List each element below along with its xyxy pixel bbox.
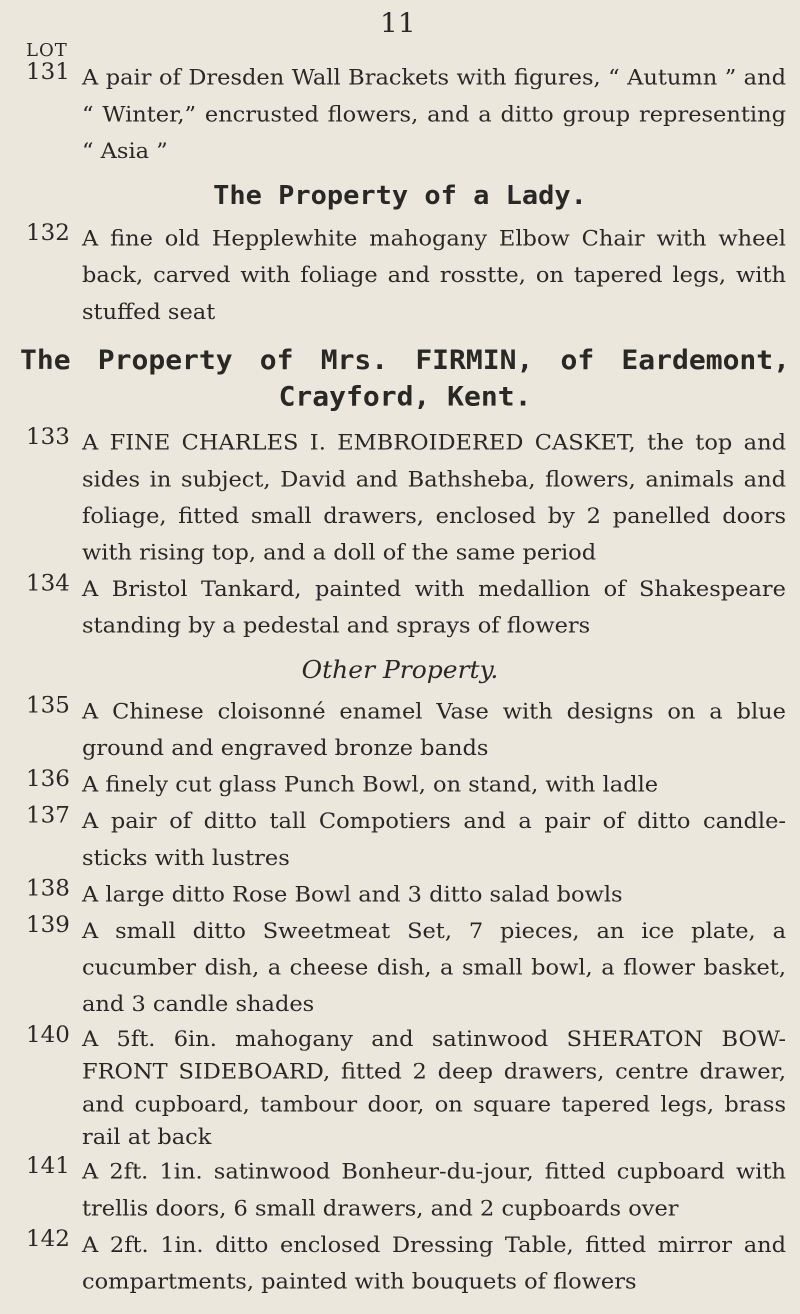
lot-entry-131 bbox=[26, 60, 786, 170]
lot-number: 142 bbox=[26, 1226, 70, 1252]
page-number: 11 bbox=[380, 7, 416, 40]
lot-description: A pair of ditto tall Compotiers and a pair of ditto candle-sticks with lustres bbox=[82, 808, 786, 871]
lot-description: A FINE CHARLES I. EMBROIDERED CASKET, the top and sides in subject, David and Bathsheba, flowers, animals and foliage, fitted small drawers, enclosed by 2 panelled doors with rising top, and a doll of the same period bbox=[82, 430, 786, 566]
lot-description: A Chinese cloisonné enamel Vase with designs on a blue ground and engraved bronze bands bbox=[82, 699, 786, 761]
lot-description: A 5ft. 6in. mahogany and satinwood SHERATON BOW-FRONT SIDEBOARD, fitted 2 deep drawers, centre drawer, and cupboard, tambour door, on square tapered legs, brass rail at back bbox=[82, 1026, 786, 1150]
lot-description: A 2ft. 1in. satinwood Bonheur-du-jour, fitted cupboard with trellis doors, 6 small drawers, and 2 cupboards over bbox=[82, 1159, 786, 1222]
lot-description: A Bristol Tankard, painted with medallion of Shakespeare standing by a pedestal and sprays of flowers bbox=[82, 576, 786, 639]
lot-entry-133 bbox=[26, 425, 786, 571]
section-heading-lady: The Property of a Lady. bbox=[213, 181, 587, 211]
lot-entry-134 bbox=[26, 571, 786, 644]
section-heading-firmin: The Property of Mrs. FIRMIN, of Eardemont, Crayford, Kent. bbox=[20, 343, 790, 413]
lot-number: 135 bbox=[26, 693, 70, 719]
lot-entry-140 bbox=[26, 1023, 786, 1154]
lot-number: 140 bbox=[26, 1022, 70, 1048]
lot-number: 131 bbox=[26, 59, 70, 85]
lot-entry-141 bbox=[26, 1154, 786, 1227]
lot-description: A small ditto Sweetmeat Set, 7 pieces, an ice plate, a cucumber dish, a cheese dish, a small bowl, a flower basket, and 3 candle shades bbox=[82, 918, 786, 1017]
lot-number: 141 bbox=[26, 1153, 70, 1179]
lot-entry-139 bbox=[26, 913, 786, 1023]
lot-entry-142 bbox=[26, 1227, 786, 1300]
lot-entry-135 bbox=[26, 693, 786, 766]
lot-number: 138 bbox=[26, 876, 70, 902]
lot-number: 132 bbox=[26, 220, 70, 246]
lot-entry-136 bbox=[26, 767, 786, 804]
lot-description: A large ditto Rose Bowl and 3 ditto salad bowls bbox=[82, 882, 623, 908]
lot-entry-138 bbox=[26, 876, 786, 913]
lot-number: 136 bbox=[26, 766, 70, 792]
section-heading-other: Other Property. bbox=[301, 655, 499, 684]
lot-number: 134 bbox=[26, 571, 70, 597]
lot-column-label: LOT bbox=[26, 40, 68, 61]
lot-description: A pair of Dresden Wall Brackets with figures, “ Autumn ” and “ Winter,” encrusted flowers, and a ditto group representing “ Asia ” bbox=[82, 65, 786, 164]
lot-number: 139 bbox=[26, 912, 70, 938]
lot-description: A fine old Hepplewhite mahogany Elbow Chair with wheel back, carved with foliage and rosstte, on tapered legs, with stuffed seat bbox=[82, 226, 786, 325]
lot-entry-132 bbox=[26, 221, 786, 331]
lot-description: A finely cut glass Punch Bowl, on stand, with ladle bbox=[82, 772, 659, 798]
lot-number: 133 bbox=[26, 424, 70, 450]
lot-number: 137 bbox=[26, 803, 70, 829]
lot-description: A 2ft. 1in. ditto enclosed Dressing Table, fitted mirror and compartments, painted with bouquets of flowers bbox=[82, 1232, 786, 1295]
lot-entry-137 bbox=[26, 803, 786, 876]
